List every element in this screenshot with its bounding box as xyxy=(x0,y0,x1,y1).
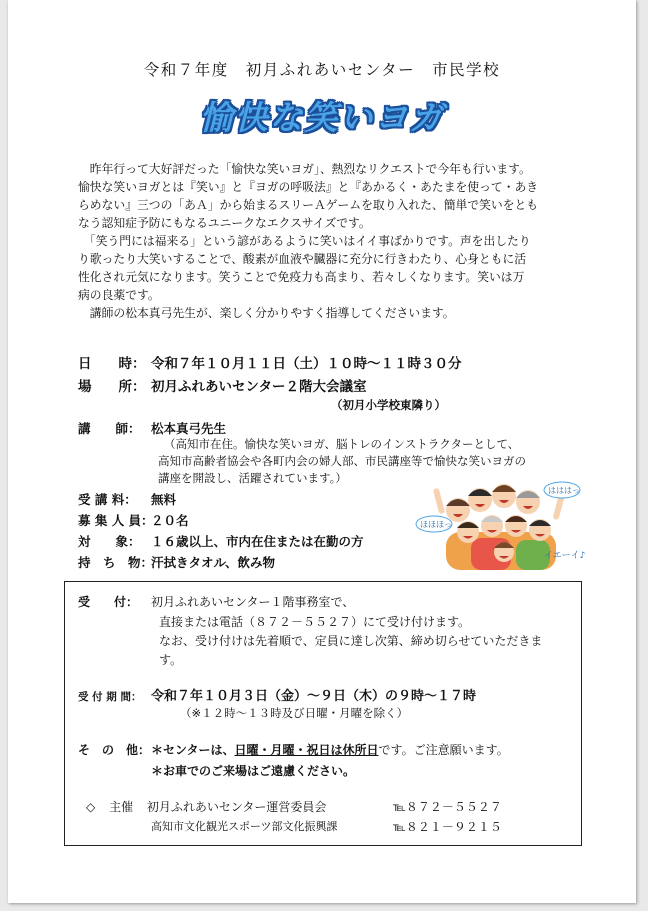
date-label: 日 時： xyxy=(78,356,146,372)
laughing-people-illustration xyxy=(416,470,586,570)
intro-line: 「笑う門には福来る」という諺があるように笑いはイイ事ばかりです。声を出したり xyxy=(78,234,531,248)
intro-line: なう認知症予防にもなるユニークなエクスサイズです。 xyxy=(78,216,371,230)
teacher-bio-3: 講座を開設し、活躍されています。） xyxy=(158,471,347,485)
reception-row xyxy=(78,593,354,610)
fee-value: 無料 xyxy=(151,492,177,507)
tel-1: ℡８７２－５５２７ xyxy=(393,800,502,814)
place-label: 場 所： xyxy=(78,379,146,395)
closed-days-note: 日曜・月曜・祝日は休所日 xyxy=(234,743,379,757)
reception-line-2: 直接または電話（８７２－５５２７）にて受け付けます。 xyxy=(159,615,471,629)
target-row xyxy=(78,532,364,550)
diamond-icon: ◇ xyxy=(86,800,96,814)
bubble-bottom-text: イエーイ♪ xyxy=(544,551,586,561)
intro-line: 性化され元気になります。笑うことで免疫力も高まり、若々しくなります。笑いは万 xyxy=(78,270,525,284)
period-value: 令和７年１０月３日（金）～９日（木）の９時～１７時 xyxy=(151,689,477,704)
capacity-label: 募 集 人 員： xyxy=(78,513,154,528)
target-value: １６歳以上、市内在住または在勤の方 xyxy=(151,534,364,549)
other-line-2: ＊お車でのご来場はご遠慮ください。 xyxy=(151,764,356,778)
place-note: （初月小学校東隣り） xyxy=(331,398,446,412)
sponsor-1: 初月ふれあいセンター運営委員会 xyxy=(146,800,327,814)
teacher-bio-2: 高知市高齢者協会や各町内会の婦人部、市民講座等で愉快な笑いヨガの xyxy=(158,454,526,468)
sponsor-label: 主催 xyxy=(109,800,134,814)
place-value: 初月ふれあいセンター２階大会議室 xyxy=(151,379,367,395)
bring-row xyxy=(78,553,275,571)
bubble-right-text: はははっ xyxy=(548,486,580,495)
target-label: 対 象： xyxy=(78,534,141,549)
capacity-row xyxy=(78,511,189,529)
bring-value: 汗拭きタオル、飲み物 xyxy=(151,555,276,570)
other-label: そ の 他： xyxy=(78,743,151,757)
teacher-value: 松本真弓先生 xyxy=(151,421,227,436)
period-note: （※１２時～１３時及び日曜・月曜を除く） xyxy=(180,706,409,720)
sponsor-row-1 xyxy=(86,798,326,815)
header-line: 令和７年度 初月ふれあいセンター 市民学校 xyxy=(143,61,501,79)
capacity-value: ２０名 xyxy=(151,513,189,528)
intro-line: らめない』三つの「あＡ」から始まるスリーＡゲームを取り入れた、簡単で笑いをとも xyxy=(78,198,539,212)
period-label: 受 付 期 間： xyxy=(78,691,142,703)
other-line1-a: ＊センターは、 xyxy=(151,743,235,757)
other-row xyxy=(78,741,509,758)
bring-label: 持 ち 物： xyxy=(78,555,154,570)
intro-line: 昨年行って大好評だった「愉快な笑いヨガ」、熱烈なリクエストで今年も行います。 xyxy=(78,162,531,176)
teacher-bio-1: （高知市在住。愉快な笑いヨガ、脳トレのインストラクターとして、 xyxy=(164,437,520,451)
reception-line-1: 初月ふれあいセンター１階事務室で、 xyxy=(151,595,355,609)
teacher-label: 講 師： xyxy=(78,421,141,436)
intro-line: 愉快な笑いヨガとは『笑い』と『ヨガの呼吸法』と『あかるく・あたまを使って・あき xyxy=(78,180,539,194)
intro-line: り歌ったり大笑いすることで、酸素が血液や臓器に充分に行きわたり、心身ともに活 xyxy=(78,252,527,266)
fee-label: 受 講 料： xyxy=(78,492,137,507)
document-page xyxy=(8,0,636,903)
tel-2: ℡８２１－９２１５ xyxy=(393,820,502,834)
page-title: 愉快な笑いヨガ xyxy=(199,98,445,137)
other-line1-b: です。ご注意願います。 xyxy=(378,743,509,757)
period-row xyxy=(78,685,476,704)
fee-row xyxy=(78,490,176,508)
intro-line: 講師の松本真弓先生が、楽しく分かりやすく指導してくださいます。 xyxy=(78,306,455,320)
bubble-left-text: ほほほっ xyxy=(420,520,452,529)
reception-line-3: なお、受け付けは先着順で、定員に達し次第、締め切らせていただきま xyxy=(159,634,543,648)
title-wrap xyxy=(8,92,636,139)
date-value: 令和７年１０月１１日（土）１０時～１１時３０分 xyxy=(151,356,462,372)
reception-label: 受 付： xyxy=(78,595,139,609)
reception-line-4: す。 xyxy=(159,653,183,667)
intro-paragraph xyxy=(78,160,578,322)
sponsor-2: 高知市文化観光スポーツ部文化振興課 xyxy=(151,820,338,833)
date-row xyxy=(78,352,462,372)
place-row xyxy=(78,375,366,395)
teacher-row xyxy=(78,419,226,437)
intro-line: 病の良薬です。 xyxy=(78,288,160,302)
